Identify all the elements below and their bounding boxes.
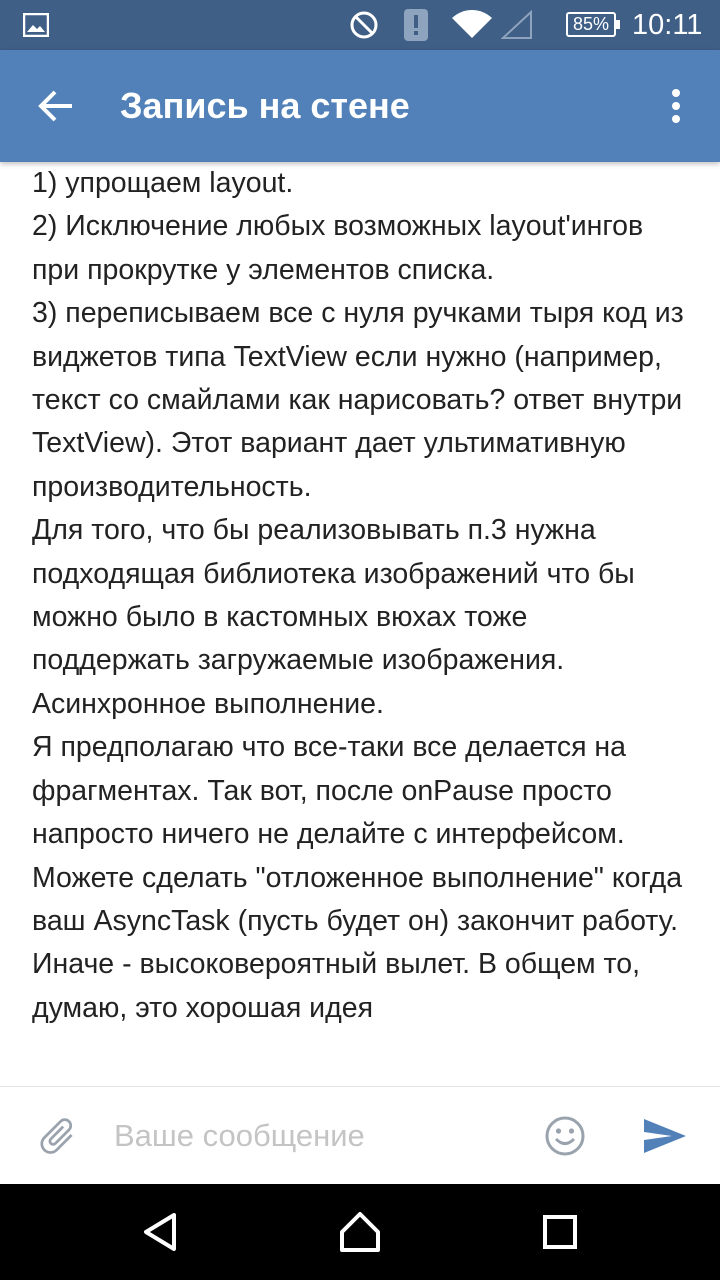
post-content[interactable] — [0, 162, 720, 1086]
wifi-icon — [450, 0, 494, 50]
signal-icon — [500, 0, 534, 50]
nav-home-button[interactable] — [330, 1202, 390, 1262]
send-icon — [642, 1117, 688, 1155]
battery-level: 85% — [572, 14, 610, 34]
status-bar — [0, 0, 720, 50]
system-navigation-bar — [0, 1184, 720, 1280]
app-bar — [0, 50, 720, 162]
smiley-icon — [544, 1115, 586, 1157]
do-not-disturb-icon — [348, 0, 380, 50]
page-title: Запись на стене — [120, 85, 410, 126]
nav-recents-button[interactable] — [530, 1202, 590, 1262]
emoji-button[interactable] — [540, 1111, 590, 1161]
triangle-back-icon — [140, 1212, 180, 1252]
nav-back-button[interactable] — [130, 1202, 190, 1262]
paperclip-icon — [35, 1114, 79, 1158]
image-icon — [22, 0, 50, 50]
battery-icon — [566, 12, 616, 37]
alert-icon — [402, 0, 430, 50]
attach-button[interactable] — [32, 1111, 82, 1161]
home-icon — [338, 1210, 382, 1254]
send-button[interactable] — [638, 1109, 692, 1163]
overflow-menu-button[interactable] — [650, 78, 702, 134]
arrow-back-icon — [38, 90, 74, 122]
message-composer — [0, 1086, 720, 1185]
square-recents-icon — [542, 1214, 578, 1250]
message-input[interactable] — [114, 1107, 514, 1165]
post-text: 1) упрощаем layout. 2) Исключение любых возможных layout'ингов при прокрутке у элементов списка. 3) переписываем все с нуля ручками тыря код из виджетов типа TextView если нужно (например, текст со смайлами как нарисовать? ответ внутри TextView). Этот вариант дает ультимативную производительность. Для того, что бы реализовывать п.3 нужна подходящая библиотека изображений что бы можно было в кастомных вюхах тоже поддержать загружаемые изображения. Асинхронное выполнение. Я предполагаю что все-таки все делается на фрагментах. Так вот, после onPause просто напросто ничего не делайте с интерфейсом. Можете сделать "отложенное выполнение" когда ваш AsyncTask (пусть будет он) закончит работу. Иначе - высоковероятный вылет. В общем то, думаю, это хорошая идея — [32, 167, 684, 1024]
clock: 10:11 — [632, 9, 703, 41]
more-vert-icon — [671, 88, 681, 124]
back-button[interactable] — [28, 78, 84, 134]
